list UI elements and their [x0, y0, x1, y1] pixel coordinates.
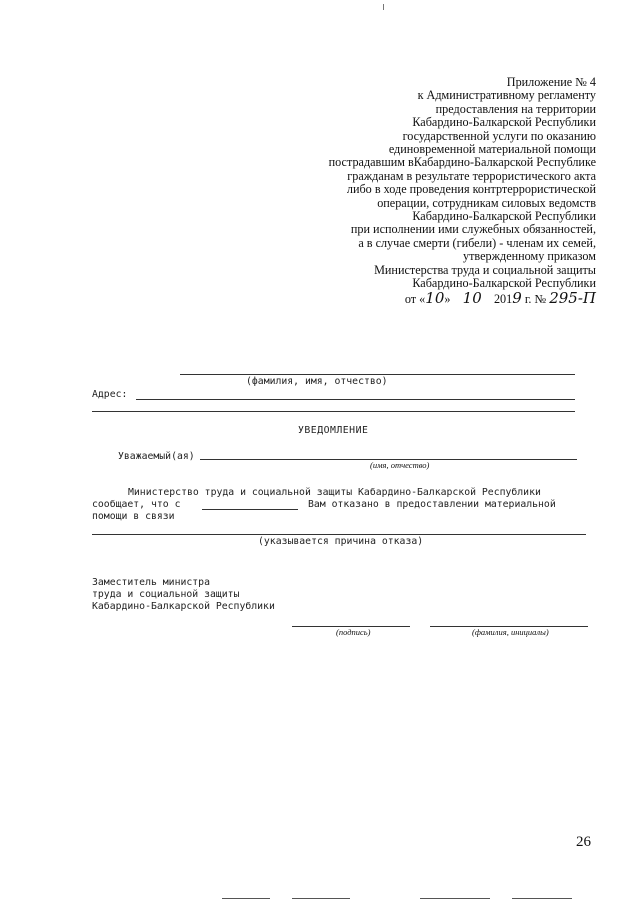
- body-line-3: помощи в связи: [92, 511, 175, 522]
- appendix-line: а в случае смерти (гибели) - членам их семей,: [358, 235, 596, 250]
- date-day: 10: [425, 288, 445, 307]
- salutation-label: Уважаемый(ая): [118, 451, 195, 462]
- scan-mark: [292, 898, 350, 899]
- appendix-line: Министерства труда и социальной защиты: [374, 262, 596, 277]
- salutation-caption: (имя, отчество): [370, 460, 430, 470]
- notice-title: УВЕДОМЛЕНИЕ: [298, 425, 369, 436]
- appendix-line: Кабардино-Балкарской Республики: [412, 276, 596, 291]
- scan-mark: [512, 898, 572, 899]
- reason-caption: (указывается причина отказа): [258, 536, 424, 547]
- body-line-2a: сообщает, что с: [92, 499, 181, 510]
- order-date-line: [300, 288, 596, 307]
- reason-line: [92, 534, 586, 535]
- page-number: 26: [576, 834, 591, 850]
- name-caption: (фамилия, инициалы): [472, 627, 549, 637]
- appendix-line: государственной услуги по оказанию: [402, 128, 596, 143]
- signature-caption: (подпись): [336, 627, 371, 637]
- appendix-line: Кабардино-Балкарской Республики: [412, 209, 596, 224]
- order-number-prefix: г. №: [521, 291, 550, 306]
- scan-mark: [420, 898, 490, 899]
- appendix-header: [300, 76, 596, 306]
- signer-line-1: Заместитель министра: [92, 577, 210, 588]
- body-line-2b: Вам отказано в предоставлении материальной: [308, 499, 556, 510]
- appendix-line: к Административному регламенту: [417, 88, 596, 103]
- date-month: 10: [462, 288, 482, 307]
- body-line-1: Министерство труда и социальной защиты Кабардино-Балкарской Республики: [128, 487, 541, 498]
- appendix-line: при исполнении ими служебных обязанностей,: [350, 222, 596, 237]
- address-line: [136, 399, 575, 400]
- date-year-digit: 9: [512, 288, 522, 307]
- address-line-2: [92, 411, 575, 412]
- appendix-line: утвержденному приказом: [463, 249, 596, 264]
- scan-mark: [383, 4, 384, 10]
- date-prefix: от «: [404, 291, 426, 306]
- date-sep: »: [444, 291, 451, 306]
- signer-line-2: труда и социальной защиты: [92, 589, 240, 600]
- fio-line: [180, 374, 575, 375]
- scan-mark: [222, 898, 270, 899]
- appendix-line: предоставления на территории: [435, 101, 596, 116]
- appendix-line: операции, сотрудникам силовых ведомств: [377, 195, 596, 210]
- appendix-line: пострадавшим вКабардино-Балкарской Республике: [328, 155, 596, 170]
- address-label: Адрес:: [92, 389, 128, 400]
- appendix-line: либо в ходе проведения контртеррористической: [346, 182, 596, 197]
- date-blank-line: [202, 509, 298, 510]
- appendix-line: единовременной материальной помощи: [388, 142, 596, 157]
- date-year-prefix: 201: [493, 291, 513, 306]
- appendix-line: Кабардино-Балкарской Республики: [412, 115, 596, 130]
- appendix-line: гражданам в результате террористического акта: [347, 168, 596, 183]
- fio-caption: (фамилия, имя, отчество): [246, 376, 388, 387]
- appendix-line: Приложение № 4: [506, 75, 596, 89]
- order-number: 295-П: [549, 288, 596, 307]
- signer-line-3: Кабардино-Балкарской Республики: [92, 601, 275, 612]
